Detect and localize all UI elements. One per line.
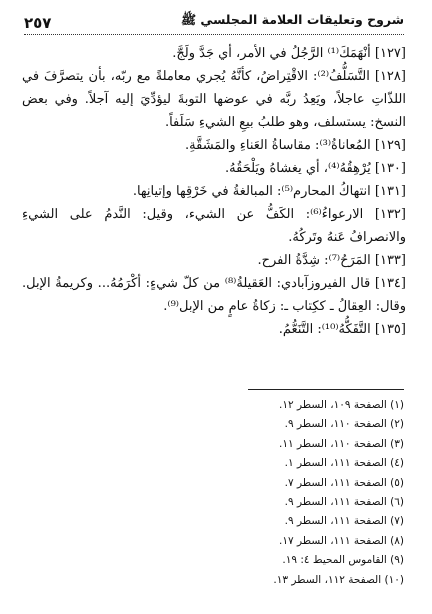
entry-130: [١٣٠] يُرْهِقُهُ⁽⁴⁾، أي يغشاهُ ويَلْحَقُهُ. bbox=[225, 161, 406, 176]
entry-134: [١٣٤] قال الفيروزآبادي: العَقيلةُ⁽⁸⁾ من كلّ شيءٍ: أكْرَمُهُ... وكريمةُ الإبل. وقال: العِقالُ ـ ككِتاب ـ: زكاةُ عامٍ من الإبل⁽⁹⁾. bbox=[22, 276, 406, 314]
footnote-7: (٧) الصفحة ١١١، السطر ٩. bbox=[284, 515, 404, 528]
footnote-4: (٤) الصفحة ١١١، السطر ١. bbox=[284, 457, 404, 470]
main-text bbox=[22, 42, 406, 341]
footnote-8: (٨) الصفحة ١١١، السطر ١٧. bbox=[279, 534, 404, 547]
footnote-6: (٦) الصفحة ١١١، السطر ٩. bbox=[284, 496, 404, 509]
entry-131: [١٣١] انتهاكُ المحارم⁽⁵⁾: المبالغةُ في خَرْقِها وإتيانِها. bbox=[132, 184, 406, 199]
entry-129: [١٢٩] المُعاناةُ⁽³⁾: مقاساةُ العَناءِ والمَشَقَّةِ. bbox=[185, 138, 406, 153]
entry-133: [١٣٣] المَرَحُ⁽⁷⁾: شِدَّةُ الفرح. bbox=[257, 253, 406, 268]
footnotes bbox=[22, 389, 404, 590]
page-number: ٢٥٧ bbox=[24, 14, 52, 32]
footnote-3: (٣) الصفحة ١١٠، السطر ١١. bbox=[279, 437, 404, 450]
entry-135: [١٣٥] التَّفَكُّهُ⁽¹⁰⁾: التَّنَعُّمُ. bbox=[278, 322, 406, 337]
entry-127: [١٢٧] أنْهَمَكَ⁽¹⁾ الرَّجُلُ في الأمر، أي جَدَّ ولَجَّ. bbox=[172, 46, 406, 61]
footnote-10: (١٠) الصفحة ١١٢، السطر ١٣. bbox=[273, 573, 404, 586]
header-title: شروح وتعليقات العلامة المجلسي ﷺ bbox=[180, 12, 404, 27]
footnote-9: (٩) القاموس المحيط ٤: ١٩. bbox=[282, 554, 404, 567]
running-header bbox=[24, 10, 404, 35]
entry-132: [١٣٢] الارعواءُ⁽⁶⁾: الكَفُّ عن الشيء، وقيل: النَّدمُ على الشيءِ والانصرافُ عَنهُ وتَركُهُ. bbox=[22, 207, 406, 245]
footnote-1: (١) الصفحة ١٠٩، السطر ١٢. bbox=[279, 399, 404, 411]
footnote-2: (٢) الصفحة ١١٠، السطر ٩. bbox=[284, 418, 404, 431]
footnote-list bbox=[22, 396, 404, 590]
footnote-5: (٥) الصفحة ١١١، السطر ٧. bbox=[284, 476, 404, 489]
footnote-separator bbox=[248, 389, 404, 390]
entry-128: [١٢٨] التَّسَلُّفُ⁽²⁾: الاقْتِراضُ، كأنَّهُ يُجري معاملةً مع ربّه، بأن يتصرَّفَ في اللذّاتِ عاجلاً، ويَعِدُ ربَّه في عوضها التوبةَ ليؤدِّيَ إليه آجلاً. وفي بعض النسخ: يستسلف، وهو طلبُ بيعِ الشيءِ سَلَفاً. bbox=[22, 69, 406, 130]
